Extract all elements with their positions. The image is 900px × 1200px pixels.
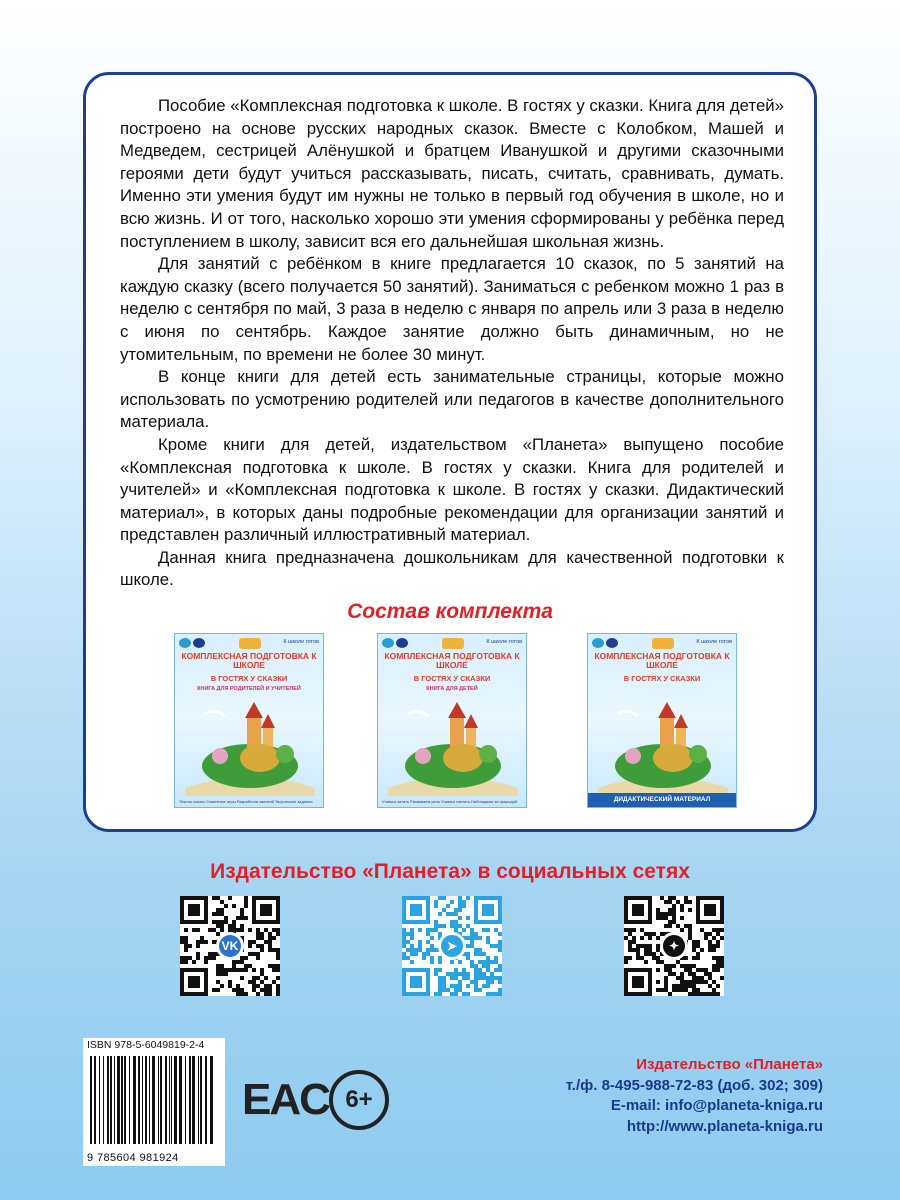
- book-kind: ДИДАКТИЧЕСКИЙ МАТЕРИАЛ: [588, 793, 736, 807]
- social-title: Издательство «Планета» в социальных сетях: [210, 860, 690, 883]
- book-title: КОМПЛЕКСНАЯ ПОДГОТОВКА К ШКОЛЕ: [384, 651, 520, 670]
- publisher-phone: т./ф. 8-495-988-72-83 (доб. 302; 309): [565, 1076, 823, 1094]
- dzen-icon: ✦: [660, 932, 688, 960]
- book-subtitle: В ГОСТЯХ У СКАЗКИ: [413, 674, 491, 683]
- logo-icon: [606, 638, 618, 648]
- logo-icon: [179, 638, 191, 648]
- book-cover-parents: К школе готов КОМПЛЕКСНАЯ ПОДГОТОВКА К ШКОЛЕ В ГОСТЯХ У СКАЗКИ КНИГА ДЛЯ РОДИТЕЛЕЙ И УЧИТЕЛЕЙ Тексты сказок Сюжетные игры Разработки занятий Творческие задания: [174, 633, 324, 808]
- barcode-block: [83, 1038, 225, 1166]
- paragraph-3: В конце книги для детей есть занимательные страницы, которые можно использовать по усмотрению родителей или педагогов в качестве дополнительного материала.: [120, 367, 784, 432]
- publisher-logo-icon: [442, 638, 464, 649]
- description-text: [120, 95, 784, 592]
- publisher-email[interactable]: E-mail: info@planeta-kniga.ru: [610, 1097, 823, 1114]
- book-cover-children: К школе готов КОМПЛЕКСНАЯ ПОДГОТОВКА К ШКОЛЕ В ГОСТЯХ У СКАЗКИ КНИГА ДЛЯ ДЕТЕЙ Учимся читать Развиваем речь Учимся считать Наблюдаем за природой: [377, 633, 527, 808]
- qr-code-telegram[interactable]: [402, 896, 502, 996]
- fairy-tale-illustration-icon: [378, 696, 527, 796]
- book-subtitle: В ГОСТЯХ У СКАЗКИ: [210, 674, 288, 683]
- book-subtitle: В ГОСТЯХ У СКАЗКИ: [623, 674, 701, 683]
- book-kind: КНИГА ДЛЯ РОДИТЕЛЕЙ И УЧИТЕЛЕЙ: [197, 686, 301, 692]
- book-footer: Тексты сказок Сюжетные игры Разработки занятий Творческие задания: [179, 799, 313, 804]
- book-title: КОМПЛЕКСНАЯ ПОДГОТОВКА К ШКОЛЕ: [594, 651, 730, 670]
- set-title: Состав комплекта: [347, 600, 553, 623]
- publisher-name: Издательство «Планета»: [636, 1056, 823, 1073]
- logo-icon: [193, 638, 205, 648]
- publisher-logo-icon: [239, 638, 261, 649]
- barcode-number: 9 785604 981924: [87, 1152, 179, 1164]
- qr-code-vk[interactable]: [180, 896, 280, 996]
- publisher-contacts: [566, 1055, 823, 1137]
- paragraph-1: Пособие «Комплексная подготовка к школе. В гостях у сказки. Книга для детей» построено на основе русских народных сказок. Вместе с Колобком, Машей и Медведем, сестрицей Алёнушкой и братцем Иванушкой и другими сказочными героями дети будут учиться рассказывать, писать, считать, сравнивать, думать. Именно эти умения будут им нужны не только в первый год обучения в школе, но и всю жизнь. И от того, насколько хорошо эти умения сформированы у ребёнка перед поступлением в школу, зависит вся его дальнейшая школьная жизнь.: [120, 96, 784, 251]
- logo-icon: [592, 638, 604, 648]
- fairy-tale-illustration-icon: [175, 696, 324, 796]
- eac-mark: EAC: [242, 1075, 329, 1124]
- book-title: КОМПЛЕКСНАЯ ПОДГОТОВКА К ШКОЛЕ: [181, 651, 317, 670]
- logo-icon: [382, 638, 394, 648]
- publisher-site[interactable]: http://www.planeta-kniga.ru: [626, 1117, 823, 1135]
- publisher-logo-icon: [652, 638, 674, 649]
- paragraph-2: Для занятий с ребёнком в книге предлагается 10 сказок, по 5 занятий на каждую сказку (всего получается 50 занятий). Заниматься с ребенком можно 1 раз в неделю с сентября по май, 3 раза в неделю с января по апрель или 3 раза в неделю с июня по сентябрь. Каждое занятие должно быть динамичным, но не утомительным, по времени не более 30 минут.: [120, 254, 784, 364]
- vk-icon: VK: [216, 932, 244, 960]
- isbn: ISBN 978-5-6049819-2-4: [87, 1039, 205, 1051]
- barcode-icon: [88, 1056, 220, 1144]
- logo-icon: [396, 638, 408, 648]
- fairy-tale-illustration-icon: [588, 696, 737, 796]
- paragraph-4: Кроме книги для детей, издательством «Планета» выпущено пособие «Комплексная подготовка к школе. В гостях у сказки. Книга для родителей и учителей» и «Комплексная подготовка к школе. В гостях у сказки. Дидактический материал», в которых даны подробные рекомендации для организации занятий и представлен различный иллюстративный материал.: [120, 434, 784, 545]
- book-cover-didactic: К школе готов КОМПЛЕКСНАЯ ПОДГОТОВКА К ШКОЛЕ В ГОСТЯХ У СКАЗКИ ДИДАКТИЧЕСКИЙ МАТЕРИАЛ: [587, 633, 737, 808]
- book-kind: КНИГА ДЛЯ ДЕТЕЙ: [426, 686, 478, 692]
- qr-code-dzen[interactable]: [624, 896, 724, 996]
- book-footer: Учимся читать Развиваем речь Учимся считать Наблюдаем за природой: [382, 799, 518, 804]
- telegram-icon: ➤: [438, 932, 466, 960]
- age-rating: 6+: [329, 1070, 389, 1130]
- paragraph-5: Данная книга предназначена дошкольникам для качественной подготовки к школе.: [120, 547, 784, 590]
